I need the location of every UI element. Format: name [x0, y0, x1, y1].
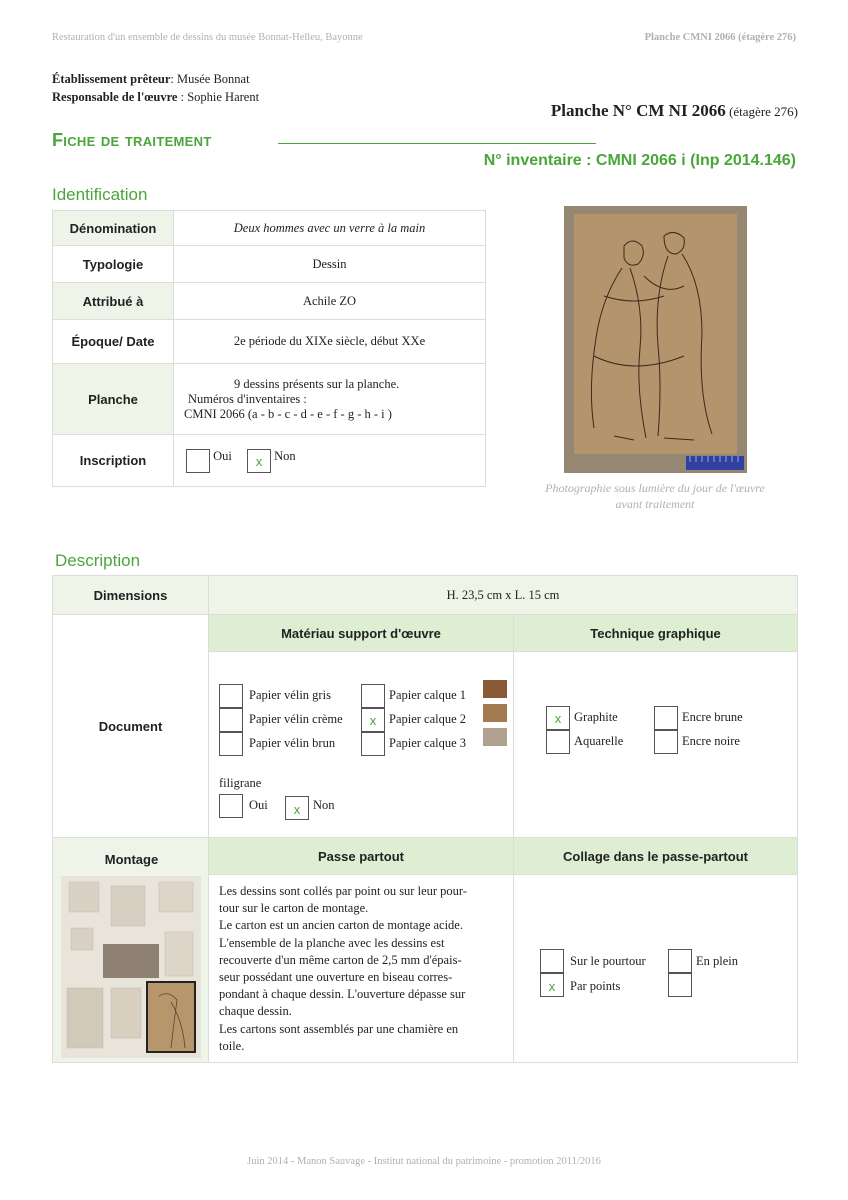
- collage-0-label: Sur le pourtour: [570, 954, 646, 968]
- row-inscription: [53, 435, 486, 487]
- collage-cell: [513, 874, 798, 1063]
- support-3-checkbox[interactable]: [361, 684, 385, 708]
- description-table: [52, 575, 798, 1063]
- running-header-right: Planche CMNI 2066 (étagère 276): [644, 32, 796, 43]
- artwork-photo: [564, 206, 747, 473]
- collage-1-label: Par points: [570, 979, 621, 993]
- filigrane-non-label: Non: [313, 798, 335, 812]
- technique-header: Technique graphique: [513, 614, 798, 652]
- planche-line-1: 9 dessins présents sur la planche.: [234, 376, 400, 391]
- collage-1-checkbox[interactable]: x: [540, 973, 564, 997]
- planche-key: Planche: [53, 364, 174, 435]
- support-4-checkbox[interactable]: x: [361, 708, 385, 732]
- passe-line-0: Les dessins sont collés par point ou sur leur pour-: [219, 884, 467, 898]
- technique-0-label: Graphite: [574, 710, 618, 724]
- collage-blank-checkbox[interactable]: [668, 973, 692, 997]
- support-2-checkbox[interactable]: [219, 732, 243, 756]
- responsible-value: : Sophie Harent: [177, 90, 260, 104]
- filigrane-oui-checkbox[interactable]: [219, 794, 243, 818]
- passe-line-7: chaque dessin.: [219, 1004, 292, 1019]
- support-1-checkbox[interactable]: [219, 708, 243, 732]
- plate-shelf: (étagère 276): [725, 104, 798, 119]
- document-key: Document: [52, 614, 209, 838]
- lender-line: [52, 72, 250, 87]
- support-5-label: Papier calque 3: [389, 736, 467, 750]
- attribue-value: Achile ZO: [174, 283, 486, 320]
- calque-2-swatch: [483, 704, 507, 722]
- planche-line-2: Numéros d'inventaires :: [188, 391, 307, 406]
- calque-3-swatch: [483, 728, 507, 746]
- technique-3-checkbox[interactable]: [654, 730, 678, 754]
- filigrane-non-checkbox[interactable]: x: [285, 796, 309, 820]
- row-denomination: [53, 211, 486, 246]
- inscription-oui-label: Oui: [213, 448, 232, 463]
- photo-caption: [500, 480, 810, 512]
- montage-key: Montage: [104, 852, 159, 867]
- photo-caption-line-2: avant traitement: [615, 497, 695, 511]
- montage-plate-image: [61, 876, 201, 1058]
- row-attribue: [53, 283, 486, 320]
- passe-line-2: Le carton est un ancien carton de montage acide.: [219, 918, 463, 933]
- planche-line-3: CMNI 2066 (a - b - c - d - e - f - g - h - i ): [184, 406, 392, 421]
- collage-2-checkbox[interactable]: [668, 949, 692, 973]
- passe-text: [219, 883, 509, 1055]
- filigrane-oui-label: Oui: [249, 798, 268, 812]
- passe-line-4: recouverte d'un même carton de 2,5 mm d'épais-: [219, 952, 462, 967]
- inscription-key: Inscription: [53, 435, 174, 487]
- planche-value: [174, 364, 486, 435]
- support-2-label: Papier vélin brun: [249, 736, 336, 750]
- fiche-title: Fiche de traitement: [52, 130, 212, 150]
- dimensions-key: Dimensions: [52, 575, 209, 615]
- technique-2-label: Encre brune: [682, 710, 743, 724]
- typologie-key: Typologie: [53, 246, 174, 283]
- filigrane-label: filigrane: [219, 776, 262, 790]
- collage-0-checkbox[interactable]: [540, 949, 564, 973]
- technique-3-label: Encre noire: [682, 734, 740, 748]
- passe-line-5: seur possédant une ouverture en biseau corres-: [219, 970, 453, 985]
- technique-2-checkbox[interactable]: [654, 706, 678, 730]
- support-3-label: Papier calque 1: [389, 688, 467, 702]
- passe-text-cell: [208, 874, 514, 1063]
- row-planche: [53, 364, 486, 435]
- passe-header: Passe partout: [208, 837, 514, 875]
- support-4-label: Papier calque 2: [389, 712, 467, 726]
- inscription-non-checkbox[interactable]: x: [247, 449, 271, 473]
- responsible-line: [52, 90, 259, 105]
- technique-0-checkbox[interactable]: x: [546, 706, 570, 730]
- running-header-left: Restauration d'un ensemble de dessins du musée Bonnat-Helleu, Bayonne: [52, 32, 363, 43]
- epoque-key: Époque/ Date: [53, 320, 174, 364]
- passe-line-9: toile.: [219, 1038, 245, 1053]
- plate-title: [551, 101, 798, 121]
- passe-line-8: Les cartons sont assemblés par une chamière en: [219, 1021, 459, 1036]
- attribue-key: Attribué à: [53, 283, 174, 320]
- support-5-checkbox[interactable]: [361, 732, 385, 756]
- support-header: Matériau support d'œuvre: [208, 614, 514, 652]
- title-rule: [278, 143, 596, 144]
- passe-line-6: pondant à chaque dessin. L'ouverture dépasse sur: [219, 987, 466, 1002]
- responsible-label: Responsable de l'œuvre: [52, 90, 178, 104]
- identification-title: Identification: [52, 185, 148, 204]
- inscription-non-label: Non: [274, 448, 296, 463]
- footer: Juin 2014 - Manon Sauvage - Institut national du patrimoine - promotion 2011/2016: [247, 1156, 601, 1167]
- identification-table: [52, 210, 486, 487]
- lender-label: Établissement prêteur: [52, 72, 171, 86]
- denomination-value: Deux hommes avec un verre à la main: [174, 211, 486, 246]
- photo-caption-line-1: Photographie sous lumière du jour de l'œuvre: [545, 481, 765, 495]
- technique-1-checkbox[interactable]: [546, 730, 570, 754]
- technique-1-label: Aquarelle: [574, 734, 624, 748]
- montage-key-cell: [52, 837, 209, 1063]
- inscription-oui-checkbox[interactable]: [186, 449, 210, 473]
- collage-2-label: En plein: [696, 954, 739, 968]
- support-0-checkbox[interactable]: [219, 684, 243, 708]
- lender-value: : Musée Bonnat: [170, 72, 250, 86]
- inscription-value: [174, 435, 486, 487]
- artwork-drawing-image: [564, 206, 747, 473]
- passe-line-1: tour sur le carton de montage.: [219, 901, 369, 916]
- row-epoque: [53, 320, 486, 364]
- collage-header: Collage dans le passe-partout: [513, 837, 798, 875]
- typologie-value: Dessin: [174, 246, 486, 283]
- denomination-key: Dénomination: [53, 211, 174, 246]
- epoque-value: 2e période du XIXe siècle, début XXe: [174, 320, 486, 364]
- calque-1-swatch: [483, 680, 507, 698]
- support-1-label: Papier vélin crème: [249, 712, 343, 726]
- technique-cell: [513, 651, 798, 838]
- dimensions-value: H. 23,5 cm x L. 15 cm: [208, 575, 798, 615]
- description-title: Description: [55, 551, 141, 570]
- support-cell: [208, 651, 514, 838]
- support-0-label: Papier vélin gris: [249, 688, 331, 702]
- plate-number: Planche N° CM NI 2066: [550, 101, 726, 120]
- inventory-number: N° inventaire : CMNI 2066 i (Inp 2014.146): [483, 152, 796, 169]
- row-typologie: [53, 246, 486, 283]
- passe-line-3: L'ensemble de la planche avec les dessins est: [219, 935, 445, 950]
